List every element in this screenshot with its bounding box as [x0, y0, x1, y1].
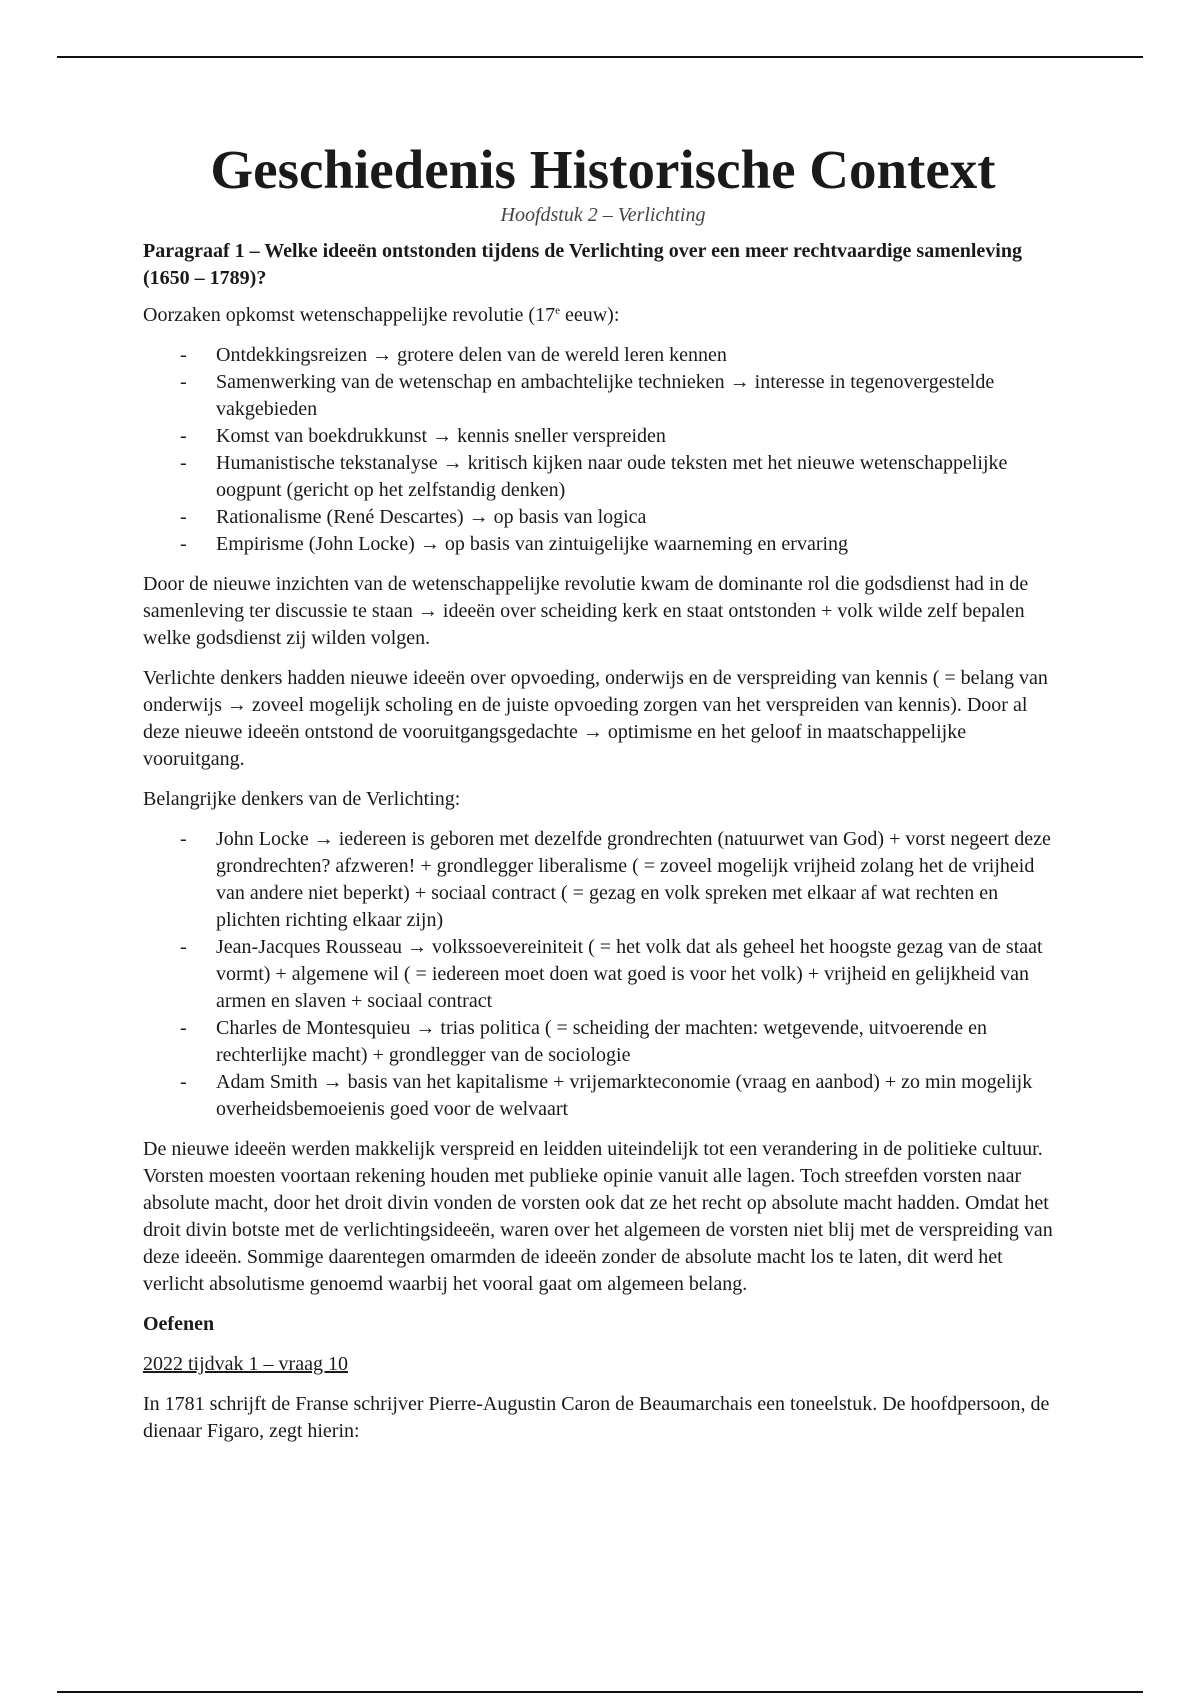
thinkers-intro: Belangrijke denkers van de Verlichting:	[143, 788, 461, 810]
document-title: Geschiedenis Historische Context	[210, 139, 996, 200]
thinkers-list	[143, 826, 1063, 1123]
list-item: - Charles de Montesquieu → trias politica ( = scheiding der machten: wetgevende, uitvoerende en rechterlijke macht) + grondlegger van de sociologie	[180, 1017, 988, 1066]
list-item: - Komst van boekdrukkunst → kennis sneller verspreiden	[180, 425, 666, 447]
document-page	[143, 138, 1063, 1458]
list-item: - Humanistische tekstanalyse → kritisch kijken naar oude teksten met het nieuwe wetenschappelijke oogpunt (gericht op het zelfstandig denken)	[180, 452, 1008, 501]
list-item: - John Locke → iedereen is geboren met dezelfde grondrechten (natuurwet van God) + vorst negeert deze grondrechten? afzweren! + grondlegger liberalisme ( = zoveel mogelijk vrijheid zolang het de vrijheid van andere niet beperkt) + sociaal contract ( = gezag en volk spreken met elkaar af wat rechten en plichten richting elkaar zijn)	[180, 828, 1051, 931]
top-rule	[57, 56, 1143, 58]
causes-intro-superscript: e	[555, 304, 560, 317]
exercise-text: In 1781 schrijft de Franse schrijver Pierre-Augustin Caron de Beaumarchais een toneelstuk. De hoofdpersoon, de dienaar Figaro, zegt hierin:	[143, 1393, 1050, 1442]
list-item-text: Ontdekkingsreizen → grotere delen van de wereld leren kennen	[216, 344, 727, 366]
list-item: - Adam Smith → basis van het kapitalisme + vrijemarkteconomie (vraag en aanbod) + zo min mogelijk overheidsbemoeienis goed voor de welvaart	[180, 1071, 1033, 1120]
exercise-reference-text: 2022 tijdvak 1 – vraag 10	[143, 1353, 348, 1375]
list-item-text: Rationalisme (René Descartes) → op basis van logica	[216, 506, 647, 528]
paragraph-absolutism: De nieuwe ideeën werden makkelijk verspreid en leidden uiteindelijk tot een verandering in de politieke cultuur. Vorsten moesten voortaan rekening houden met publieke opinie vanuit alle lagen. Toch streefden vorsten naar absolute macht, door het droit divin vonden de vorsten ook dat ze het recht op absolute macht hadden. Omdat het droit divin botste met de verlichtingsideeën, waren over het algemeen de vorsten niet blij met de verspreiding van deze ideeën. Sommige daarentegen omarmden de ideeën zonder de absolute macht los te laten, dit werd het verlicht absolutisme genoemd waarbij het vooral gaat om algemeen belang.	[143, 1138, 1053, 1295]
list-item-text: John Locke → iedereen is geboren met dezelfde grondrechten (natuurwet van God) + vorst negeert deze grondrechten? afzweren! + grondlegger liberalisme ( = zoveel mogelijk vrijheid zolang het de vrijheid van andere niet beperkt) + sociaal contract ( = gezag en volk spreken met elkaar af wat rechten en plichten richting elkaar zijn)	[216, 828, 1051, 931]
list-item: - Samenwerking van de wetenschap en ambachtelijke technieken → interesse in tegenovergestelde vakgebieden	[180, 371, 995, 420]
list-item: - Ontdekkingsreizen → grotere delen van de wereld leren kennen	[180, 344, 727, 366]
exercise-heading: Oefenen	[143, 1313, 215, 1335]
document-subtitle: Hoofdstuk 2 – Verlichting	[500, 204, 706, 226]
causes-intro-text: Oorzaken opkomst wetenschappelijke revolutie (17	[143, 304, 556, 326]
causes-intro-tail: eeuw):	[559, 304, 620, 326]
causes-intro	[143, 302, 1063, 329]
list-item-text: Charles de Montesquieu → trias politica ( = scheiding der machten: wetgevende, uitvoerende en rechterlijke macht) + grondlegger van de sociologie	[216, 1017, 988, 1066]
list-item: - Empirisme (John Locke) → op basis van zintuigelijke waarneming en ervaring	[180, 533, 849, 555]
paragraph-religion: Door de nieuwe inzichten van de wetenschappelijke revolutie kwam de dominante rol die godsdienst had in de samenleving ter discussie te staan → ideeën over scheiding kerk en staat ontstonden + volk wilde zelf bepalen welke godsdienst zij wilden volgen.	[143, 573, 1029, 649]
list-item: - Jean-Jacques Rousseau → volkssoevereiniteit ( = het volk dat als geheel het hoogste gezag van de staat vormt) + algemene wil ( = iedereen moet doen wat goed is voor het volk) + vrijheid en gelijkheid van armen en slaven + sociaal contract	[180, 936, 1043, 1012]
list-item-text: Empirisme (John Locke) → op basis van zintuigelijke waarneming en ervaring	[216, 533, 849, 555]
exercise-reference	[143, 1351, 1063, 1378]
bottom-rule	[57, 1691, 1143, 1693]
list-item: - Rationalisme (René Descartes) → op basis van logica	[180, 506, 647, 528]
causes-list	[143, 342, 1063, 558]
list-item-text: Jean-Jacques Rousseau → volkssoevereiniteit ( = het volk dat als geheel het hoogste gezag van de staat vormt) + algemene wil ( = iedereen moet doen wat goed is voor het volk) + vrijheid en gelijkheid van armen en slaven + sociaal contract	[216, 936, 1043, 1012]
list-item-text: Adam Smith → basis van het kapitalisme + vrijemarkteconomie (vraag en aanbod) + zo min mogelijk overheidsbemoeienis goed voor de welvaart	[216, 1071, 1033, 1120]
list-item-text: Samenwerking van de wetenschap en ambachtelijke technieken → interesse in tegenovergestelde vakgebieden	[216, 371, 995, 420]
list-item-text: Komst van boekdrukkunst → kennis sneller verspreiden	[216, 425, 666, 447]
list-item-text: Humanistische tekstanalyse → kritisch kijken naar oude teksten met het nieuwe wetenschappelijke oogpunt (gericht op het zelfstandig denken)	[216, 452, 1008, 501]
section-heading: Paragraaf 1 – Welke ideeën ontstonden tijdens de Verlichting over een meer rechtvaardige samenleving (1650 – 1789)?	[143, 240, 1022, 289]
paragraph-education: Verlichte denkers hadden nieuwe ideeën over opvoeding, onderwijs en de verspreiding van kennis ( = belang van onderwijs → zoveel mogelijk scholing en de juiste opvoeding zorgen van het verspreiden van kennis). Door al deze nieuwe ideeën ontstond de vooruitgangsgedachte → optimisme en het geloof in maatschappelijke vooruitgang.	[143, 667, 1048, 770]
